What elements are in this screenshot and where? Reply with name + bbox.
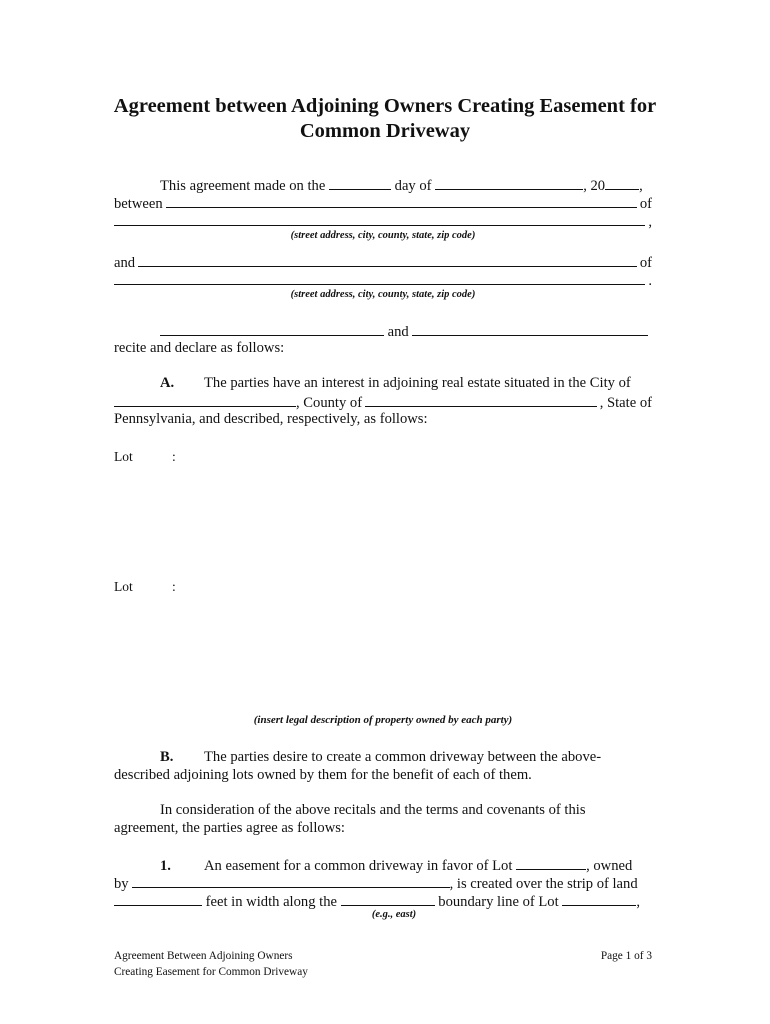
county-blank[interactable] xyxy=(365,392,597,407)
year-suffix: , xyxy=(639,178,643,194)
comma-2: , xyxy=(636,894,640,910)
consideration-line-2: agreement, the parties agree as follows: xyxy=(114,820,345,836)
clause-1-line-1 xyxy=(160,855,632,875)
second-address-blank[interactable] xyxy=(114,270,645,285)
party-names-line xyxy=(160,321,648,341)
between-text: between xyxy=(114,196,163,212)
section-b-text: The parties desire to create a common driveway between the above- xyxy=(204,749,602,765)
clause-1-line-2 xyxy=(114,873,652,893)
owner-blank[interactable] xyxy=(132,873,450,888)
state-of-text: , State of xyxy=(599,395,652,411)
between-line xyxy=(114,193,652,213)
boundary-text: boundary line of Lot xyxy=(438,894,559,910)
section-a-text: The parties have an interest in adjoining real estate situated in the City of xyxy=(204,375,631,391)
comma: , xyxy=(648,214,652,230)
owned-text: , owned xyxy=(586,858,633,874)
section-b-line-2: described adjoining lots owned by them for the benefit of each of them. xyxy=(114,767,532,783)
month-blank[interactable] xyxy=(435,175,583,190)
of-text-2: of xyxy=(639,255,652,271)
section-a-line-2 xyxy=(114,392,652,412)
year-prefix: , 20 xyxy=(583,178,606,194)
party-name-blank-1[interactable] xyxy=(160,321,384,336)
lot-1-colon: : xyxy=(172,449,176,464)
county-of-text: , County of xyxy=(296,395,363,411)
direction-blank[interactable] xyxy=(341,891,435,906)
boundary-lot-blank[interactable] xyxy=(562,891,636,906)
lot-2-label xyxy=(114,578,176,596)
made-on-text: This agreement made on the xyxy=(160,178,326,194)
second-party-blank[interactable] xyxy=(138,252,637,267)
intro-line-1 xyxy=(160,175,643,195)
section-a-label: A. xyxy=(160,375,175,391)
date-day-blank[interactable] xyxy=(329,175,391,190)
city-blank[interactable] xyxy=(114,392,296,407)
first-party-blank[interactable] xyxy=(166,193,637,208)
direction-caption: (e.g., east) xyxy=(371,909,417,920)
and-text: and xyxy=(114,255,136,271)
party-and-text: and xyxy=(387,324,409,340)
section-b-line-1 xyxy=(160,748,601,766)
title-line-1: Agreement between Adjoining Owners Creating Easement for xyxy=(113,95,657,117)
lot-2-colon: : xyxy=(172,579,176,594)
width-blank[interactable] xyxy=(114,891,202,906)
title-line-2: Common Driveway xyxy=(299,120,471,142)
created-text: , is created over the strip of land xyxy=(449,876,638,892)
lot-number-blank[interactable] xyxy=(516,855,586,870)
section-b-label: B. xyxy=(160,749,174,765)
consideration-line-1: In consideration of the above recitals and the terms and covenants of this xyxy=(160,802,586,818)
footer-left xyxy=(114,948,308,980)
address-caption-2: (street address, city, county, state, zip code) xyxy=(290,289,476,300)
party-name-blank-2[interactable] xyxy=(412,321,648,336)
day-of-text: day of xyxy=(394,178,432,194)
recite-line: recite and declare as follows: xyxy=(114,340,285,356)
lot-2-text: Lot xyxy=(114,579,133,594)
clause-1-text: An easement for a common driveway in favor of Lot xyxy=(204,858,513,874)
lot-1-text: Lot xyxy=(114,449,133,464)
and-line xyxy=(114,252,652,272)
clause-1-label: 1. xyxy=(160,858,171,874)
first-address-line xyxy=(114,211,652,231)
first-address-blank[interactable] xyxy=(114,211,645,226)
period: . xyxy=(648,273,652,289)
year-blank[interactable] xyxy=(605,175,639,190)
document-title xyxy=(60,94,710,144)
address-caption-1: (street address, city, county, state, zip code) xyxy=(290,230,476,241)
footer-line-1: Agreement Between Adjoining Owners xyxy=(114,950,293,962)
feet-text: feet in width along the xyxy=(205,894,337,910)
of-text: of xyxy=(639,196,652,212)
section-a-line-1 xyxy=(160,374,631,392)
legal-description-caption: (insert legal description of property owned by each party) xyxy=(253,714,513,726)
lot-1-label xyxy=(114,448,176,466)
section-a-line-3: Pennsylvania, and described, respectively, as follows: xyxy=(114,411,428,427)
page-number: Page 1 of 3 xyxy=(600,950,652,962)
second-address-line xyxy=(114,270,652,290)
footer-line-2: Creating Easement for Common Driveway xyxy=(114,966,308,978)
by-text: by xyxy=(114,876,129,892)
